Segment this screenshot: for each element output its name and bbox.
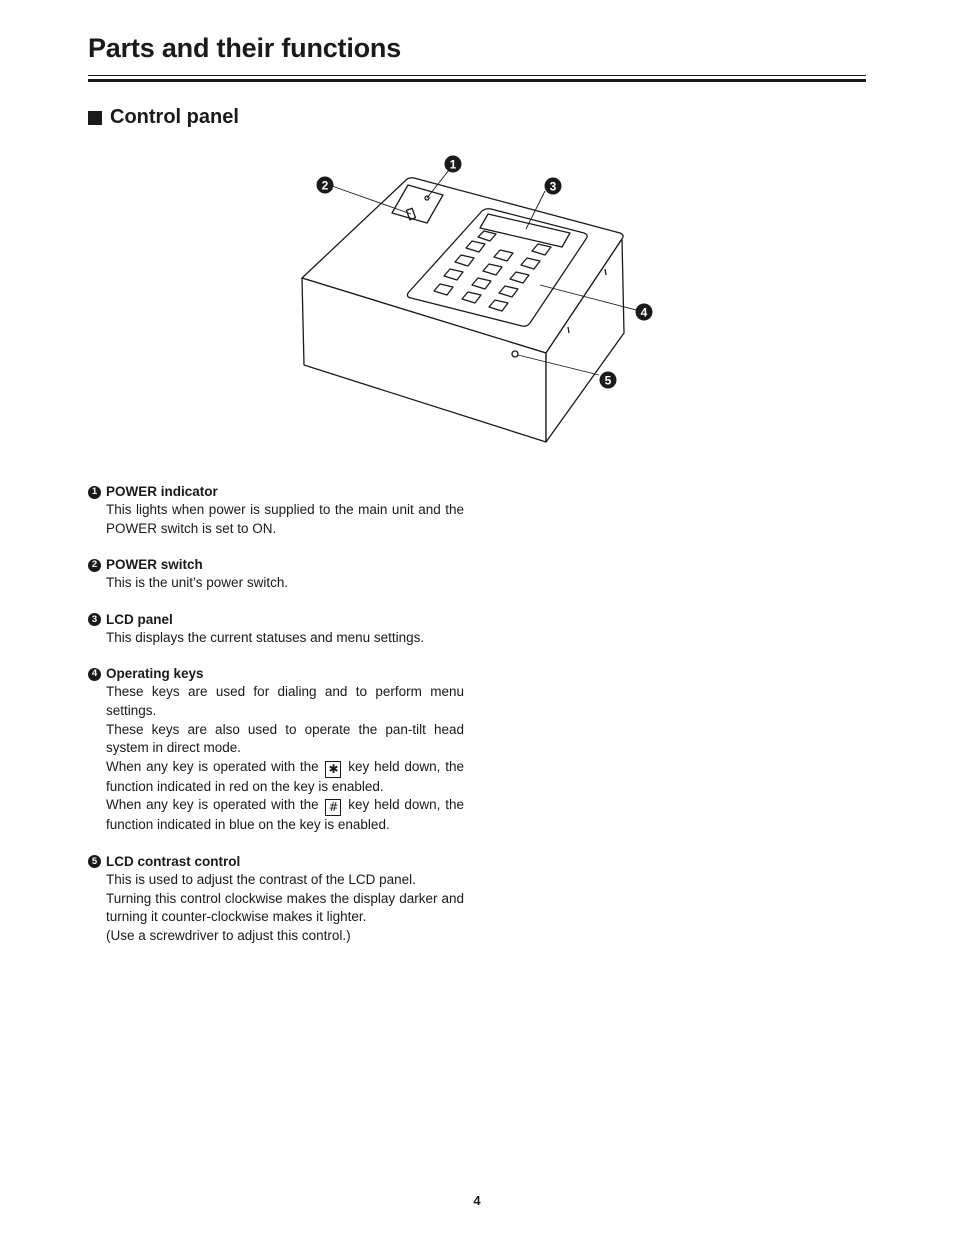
page-number: 4: [473, 1193, 481, 1208]
hash-key-icon: #: [325, 799, 341, 816]
parts-list: [88, 483, 464, 963]
callout-2-label: 2: [321, 178, 329, 193]
item-text: (Use a screwdriver to adjust this control.): [106, 927, 351, 943]
callout-3-label: 3: [549, 179, 557, 194]
title-rule-thick: [88, 79, 866, 82]
item-title: LCD contrast control: [106, 853, 241, 869]
item-text: This displays the current statuses and menu settings.: [106, 629, 425, 645]
list-item: [88, 556, 464, 593]
item-text: These keys are also used to operate the pan-tilt head system in direct mode.: [106, 721, 464, 756]
control-panel-drawing: [290, 145, 670, 450]
number-1-icon: 1: [88, 486, 101, 499]
item-text: This is the unit’s power switch.: [106, 575, 289, 591]
callout-1-label: 1: [449, 157, 457, 172]
control-panel-illustration: [290, 145, 670, 450]
title-rule-thin: [88, 75, 866, 76]
number-5-icon: 5: [88, 855, 101, 868]
list-item: [88, 853, 464, 945]
item-text: When any key is operated with the ✱ key held down, the function indicated in red on the key is enabled.: [106, 758, 464, 794]
list-item: [88, 665, 464, 835]
section-title: [88, 106, 239, 129]
callout-5-label: 5: [604, 373, 612, 388]
item-text: This lights when power is supplied to the main unit and the POWER switch is set to ON.: [106, 502, 464, 536]
callout-4-label: 4: [640, 305, 648, 320]
page-title: Parts and their functions: [88, 33, 402, 63]
item-text: When any key is operated with the # key held down, the function indicated in blue on the key is enabled.: [106, 797, 464, 833]
item-text: These keys are used for dialing and to perform menu settings.: [106, 684, 464, 718]
item-title: POWER indicator: [106, 484, 218, 499]
item-text: Turning this control clockwise makes the display darker and turning it counter-clockwise makes it lighter.: [106, 890, 464, 925]
number-2-icon: 2: [88, 559, 101, 572]
item-title: LCD panel: [106, 611, 173, 627]
square-bullet-icon: [88, 111, 102, 125]
list-item: [88, 483, 464, 538]
number-4-icon: 4: [88, 668, 101, 681]
number-3-icon: 3: [88, 613, 101, 626]
list-item: [88, 611, 464, 648]
section-title-text: Control panel: [110, 106, 239, 128]
item-title: POWER switch: [106, 557, 203, 573]
item-title: Operating keys: [106, 666, 204, 682]
star-key-icon: ✱: [325, 761, 341, 778]
item-text: This is used to adjust the contrast of the LCD panel.: [106, 871, 416, 887]
